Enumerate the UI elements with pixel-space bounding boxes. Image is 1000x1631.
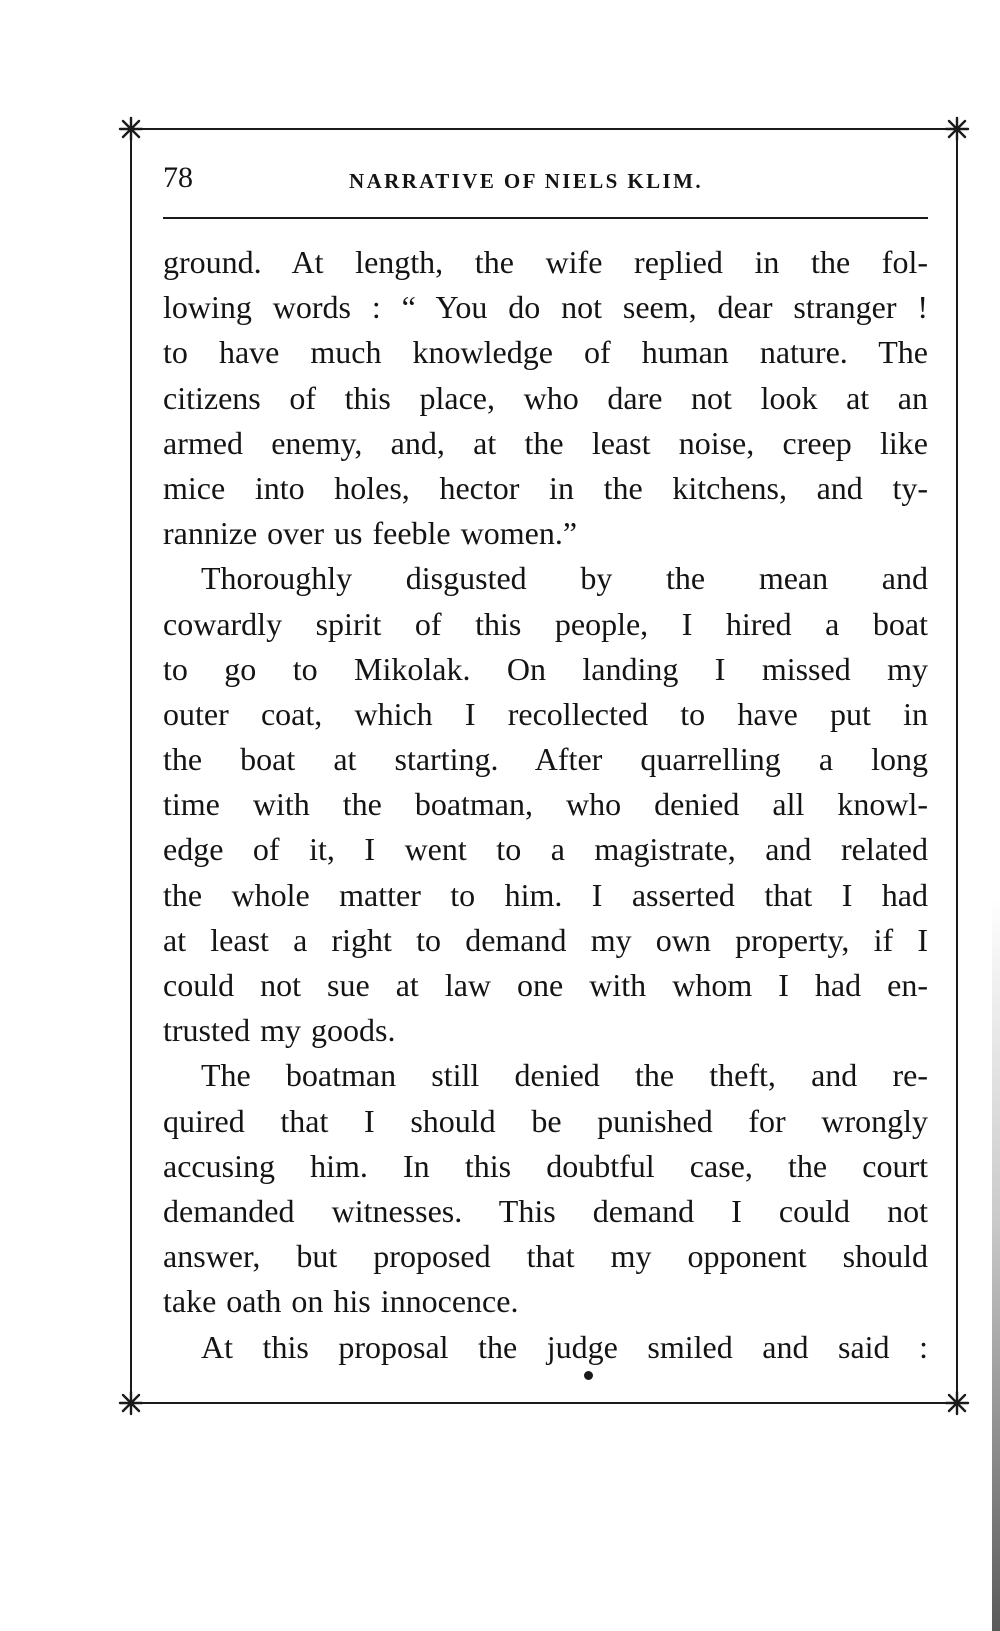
text-line: to go to Mikolak. On landing I missed my	[163, 650, 928, 687]
text-line: cowardly spirit of this people, I hired a boat	[163, 605, 928, 642]
text-line: outer coat, which I recollected to have put in	[163, 695, 928, 732]
running-title: NARRATIVE OF NIELS KLIM.	[349, 169, 703, 193]
text-line: citizens of this place, who dare not look at an	[163, 379, 928, 416]
corner-star-icon	[944, 116, 970, 142]
header-rule	[163, 217, 928, 219]
text-line: time with the boatman, who denied all knowl-	[163, 786, 928, 823]
frame-left-rule	[130, 128, 132, 1404]
paragraph	[163, 556, 928, 1053]
page-number: 78	[163, 161, 193, 194]
paragraph	[163, 240, 928, 556]
text-line: to have much knowledge of human nature. The	[163, 334, 928, 371]
text-line: the whole matter to him. I asserted that I had	[163, 876, 928, 913]
text-line: answer, but proposed that my opponent should	[163, 1238, 928, 1275]
paragraph	[163, 1325, 928, 1370]
frame-right-rule	[956, 128, 958, 1404]
page-edge-shadow	[992, 0, 1000, 1631]
text-line: ground. At length, the wife replied in the fol-	[163, 244, 928, 280]
text-line: take oath on his innocence.	[163, 1283, 519, 1320]
text-line: could not sue at law one with whom I had en-	[163, 967, 928, 1003]
ink-blot	[584, 1371, 593, 1380]
corner-star-icon	[118, 116, 144, 142]
text-line: armed enemy, and, at the least noise, creep like	[163, 424, 928, 461]
text-line: lowing words : “ You do not seem, dear stranger !	[163, 289, 928, 326]
paragraph	[163, 1053, 928, 1324]
text-line: At this proposal the judge smiled and said :	[201, 1328, 928, 1365]
text-line: mice into holes, hector in the kitchens, and ty-	[163, 469, 928, 506]
text-line: rannize over us feeble women.”	[163, 515, 578, 552]
text-line: The boatman still denied the theft, and re-	[201, 1057, 928, 1094]
text-line: trusted my goods.	[163, 1012, 396, 1049]
text-line: quired that I should be punished for wrongly	[163, 1102, 928, 1139]
frame-bottom-rule	[130, 1402, 958, 1404]
body-text	[163, 240, 928, 1370]
text-line: accusing him. In this doubtful case, the court	[163, 1147, 928, 1184]
running-head	[163, 160, 928, 200]
text-line: demanded witnesses. This demand I could not	[163, 1192, 928, 1229]
text-line: Thoroughly disgusted by the mean and	[201, 560, 928, 597]
corner-star-icon	[944, 1390, 970, 1416]
text-line: edge of it, I went to a magistrate, and related	[163, 831, 928, 868]
text-line: the boat at starting. After quarrelling a long	[163, 741, 928, 778]
corner-star-icon	[118, 1390, 144, 1416]
text-line: at least a right to demand my own property, if I	[163, 921, 928, 958]
frame-top-rule	[130, 128, 958, 130]
